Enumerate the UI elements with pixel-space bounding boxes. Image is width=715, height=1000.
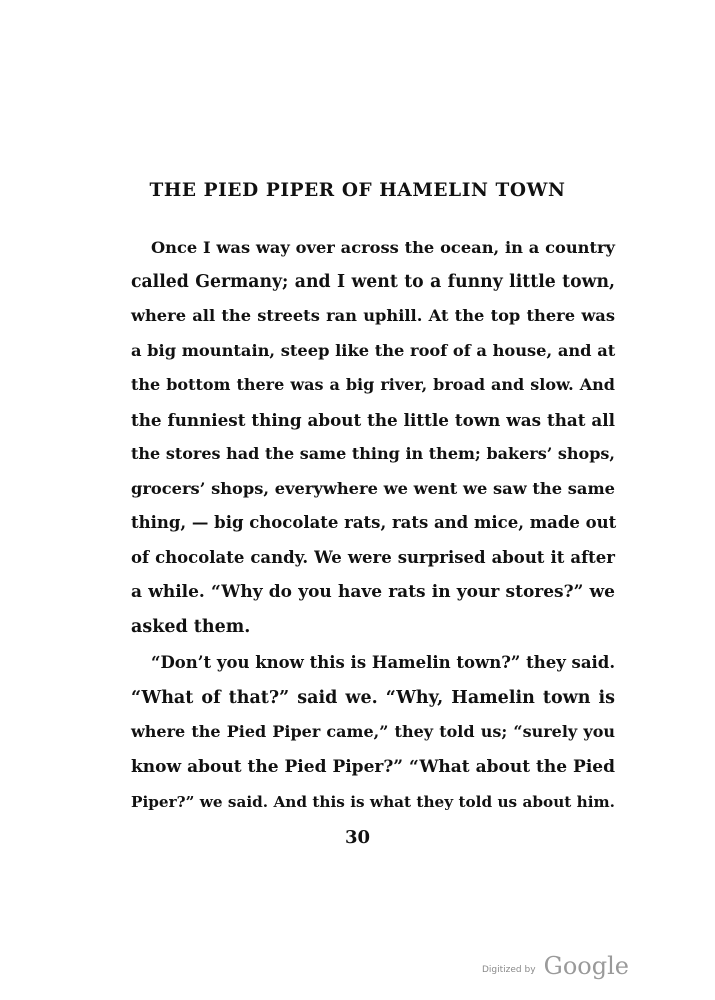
text-line-3: where all the streets ran uphill. At the top there was xyxy=(131,306,615,325)
text-line-11: a while. “Why do you have rats in your stores?” we xyxy=(131,582,615,602)
text-line-9: thing, — big chocolate rats, rats and mice, made out xyxy=(131,513,617,532)
chapter-title: THE PIED PIPER OF HAMELIN TOWN xyxy=(149,180,566,201)
text-line-5: the bottom there was a big river, broad and slow. And xyxy=(131,375,615,394)
text-line-2: called Germany; and I went to a funny little town, xyxy=(131,272,615,292)
digitized-watermark xyxy=(482,952,629,980)
text-line-17: Piper?” we said. And this is what they told us about him. xyxy=(131,793,615,811)
text-line-10: of chocolate candy. We were surprised about it after xyxy=(131,548,615,567)
watermark-prefix: Digitized by xyxy=(482,965,536,975)
text-line-14: “What of that?” said we. “Why, Hamelin town is xyxy=(131,688,615,708)
text-line-13: “Don’t you know this is Hamelin town?” they said. xyxy=(151,653,616,672)
text-line-1: Once I was way over across the ocean, in a country xyxy=(151,238,615,257)
google-logo: Google xyxy=(543,952,629,980)
text-line-4: a big mountain, steep like the roof of a house, and at xyxy=(131,341,616,360)
text-line-6: the funniest thing about the little town was that all xyxy=(131,410,615,430)
text-line-16: know about the Pied Piper?” “What about the Pied xyxy=(131,757,615,777)
page-number: 30 xyxy=(344,827,371,848)
text-line-12: asked them. xyxy=(131,617,251,637)
text-line-8: grocers’ shops, everywhere we went we saw the same xyxy=(131,479,615,498)
text-line-7: the stores had the same thing in them; bakers’ shops, xyxy=(131,444,615,463)
text-line-15: where the Pied Piper came,” they told us; “surely you xyxy=(131,722,615,741)
